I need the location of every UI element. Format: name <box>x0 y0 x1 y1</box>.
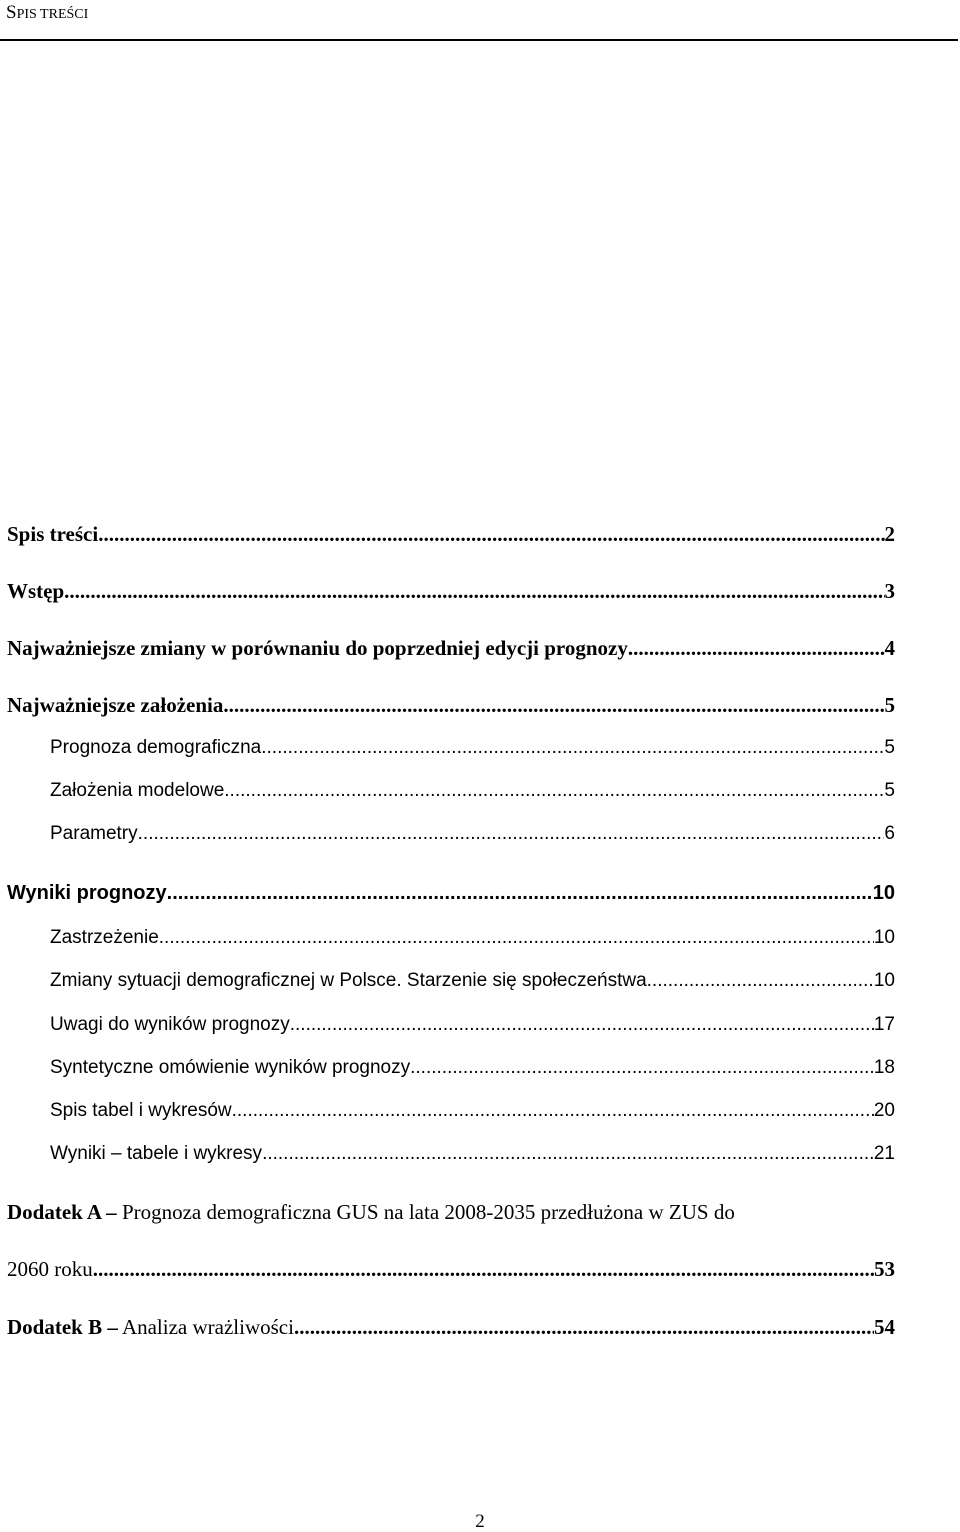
footer-page-number: 2 <box>475 1511 485 1532</box>
toc-dot-leader <box>224 777 884 805</box>
toc-entry-label: Wstęp <box>7 579 65 603</box>
toc-entry-label: Wyniki prognozy <box>7 882 167 904</box>
header-divider <box>0 39 958 41</box>
toc-entry-wyniki-tabele[interactable] <box>50 1140 895 1168</box>
toc-entry-label: Prognoza demograficzna GUS na lata 2008-2035 przedłużona w ZUS do <box>116 1200 735 1224</box>
toc-entry-prognoza-demograficzna[interactable] <box>50 734 895 762</box>
toc-page-number: 10 <box>873 927 895 948</box>
toc-entry-zastrzezenie[interactable] <box>50 924 895 952</box>
toc-entry-label: Spis tabel i wykresów <box>50 1100 232 1121</box>
toc-entry-najwazniejsze-zalozenia[interactable] <box>7 691 895 719</box>
toc-entry-label: Wyniki – tabele i wykresy <box>50 1143 263 1164</box>
toc-dot-leader <box>167 879 873 907</box>
toc-dot-leader <box>64 577 884 605</box>
toc-dot-leader <box>261 734 884 762</box>
toc-entry-label: Założenia modelowe <box>50 780 225 801</box>
toc-page-number: 4 <box>884 636 895 660</box>
toc-entry-bold-label: Dodatek B – <box>7 1315 118 1339</box>
toc-page-number: 10 <box>872 882 895 904</box>
toc-page-number: 6 <box>884 823 895 844</box>
toc-page-number: 5 <box>884 737 895 758</box>
toc-entry-dodatek-a-line1[interactable] <box>7 1198 895 1226</box>
toc-entry-label: Uwagi do wyników prognozy <box>50 1014 290 1035</box>
toc-dot-leader <box>138 820 885 848</box>
toc-page-number: 3 <box>884 579 895 603</box>
toc-entry-zalozenia-modelowe[interactable] <box>50 777 895 805</box>
toc-dot-leader <box>159 924 874 952</box>
toc-page-number: 18 <box>873 1057 895 1078</box>
toc-entry-label: Syntetyczne omówienie wyników prognozy <box>50 1057 411 1078</box>
toc-entry-wstep[interactable] <box>7 577 895 605</box>
toc-dot-leader <box>232 1097 874 1125</box>
toc-page-number: 20 <box>873 1100 895 1121</box>
toc-entry-spis-tabel[interactable] <box>50 1097 895 1125</box>
toc-dot-leader <box>628 634 885 662</box>
toc-entry-wyniki-prognozy[interactable] <box>7 879 895 907</box>
toc-dot-leader <box>93 1255 874 1283</box>
header-title-initial: S <box>6 2 17 23</box>
toc-page-number: 53 <box>874 1257 895 1281</box>
toc-entry-parametry[interactable] <box>50 820 895 848</box>
toc-dot-leader <box>410 1054 874 1082</box>
toc-entry-label: 2060 roku <box>7 1257 93 1281</box>
toc-entry-najwazniejsze-zmiany[interactable] <box>7 634 895 662</box>
toc-entry-dodatek-a-line2[interactable] <box>7 1255 895 1283</box>
toc-entry-label: Najważniejsze założenia <box>7 693 224 717</box>
toc-entry-label: Spis treści <box>7 522 99 546</box>
toc-entry-label: Zmiany sytuacji demograficznej w Polsce. Starzenie się społeczeństwa <box>50 970 647 991</box>
toc-entry-uwagi[interactable] <box>50 1011 895 1039</box>
toc-page-number: 21 <box>873 1143 895 1164</box>
toc-page-number: 5 <box>884 780 895 801</box>
toc-entry-dodatek-b[interactable] <box>7 1313 895 1341</box>
toc-entry-zmiany-sytuacji[interactable] <box>50 967 895 995</box>
toc-entry-label: Najważniejsze zmiany w porównaniu do poprzedniej edycji prognozy <box>7 636 628 660</box>
toc-dot-leader <box>290 1011 874 1039</box>
toc-dot-leader <box>262 1140 874 1168</box>
toc-dot-leader <box>98 520 884 548</box>
toc-page-number: 2 <box>884 522 895 546</box>
toc-dot-leader <box>647 967 874 995</box>
header-title-rest: PIS TREŚCI <box>16 7 89 22</box>
toc-page-number: 54 <box>874 1315 895 1339</box>
toc-dot-leader <box>223 691 884 719</box>
toc-page-number: 10 <box>873 970 895 991</box>
toc-entry-spis-tresci[interactable] <box>7 520 895 548</box>
toc-entry-label: Zastrzeżenie <box>50 927 159 948</box>
page-header-title <box>6 2 88 26</box>
toc-entry-label: Analiza wrażliwości <box>117 1315 294 1339</box>
toc-entry-label: Prognoza demograficzna <box>50 737 262 758</box>
toc-entry-label-group <box>7 1313 294 1341</box>
toc-page-number: 17 <box>873 1014 895 1035</box>
toc-dot-leader <box>294 1313 874 1341</box>
toc-entry-syntetyczne[interactable] <box>50 1054 895 1082</box>
toc-entry-bold-label: Dodatek A – <box>7 1200 117 1224</box>
toc-page-number: 5 <box>884 693 895 717</box>
toc-entry-label: Parametry <box>50 823 138 844</box>
